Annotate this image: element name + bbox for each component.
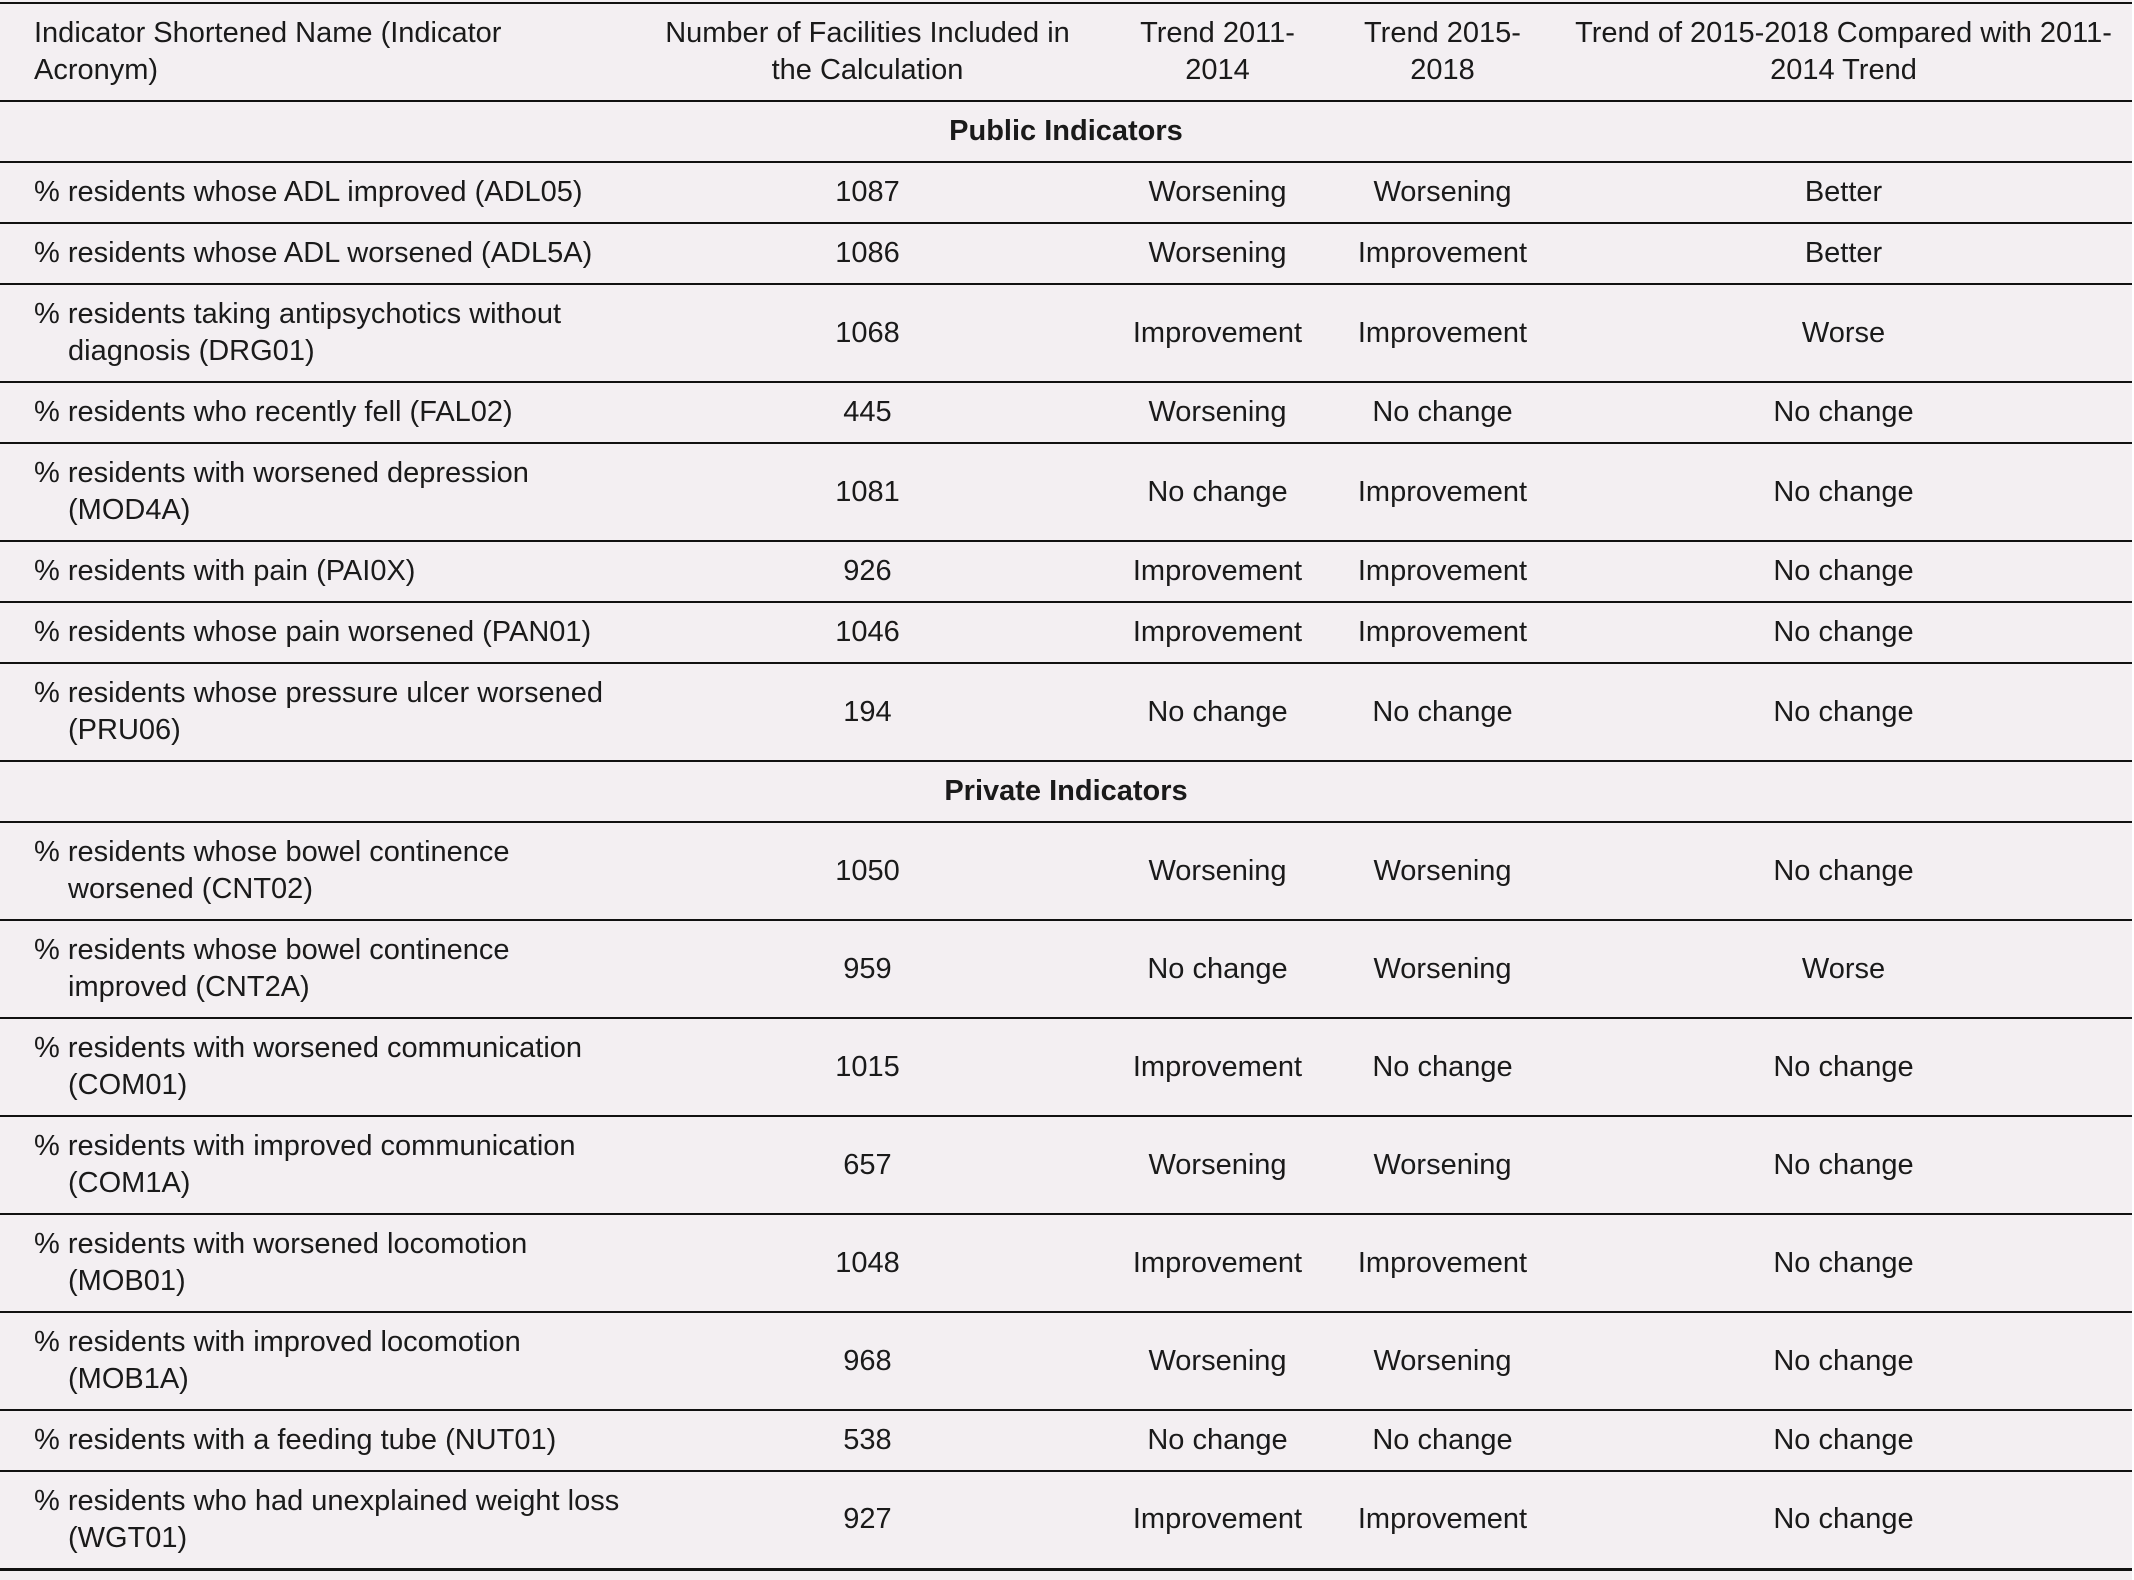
indicator-name-text: % residents with improved communication (COM1A) <box>34 1130 576 1199</box>
table-row <box>0 1018 2132 1116</box>
trend-2011-2014-cell: Worsening <box>1105 1116 1330 1214</box>
table-row <box>0 162 2132 223</box>
table-row <box>0 602 2132 663</box>
indicator-name-cell <box>0 284 630 382</box>
trend-2011-2014-cell: Improvement <box>1105 1471 1330 1569</box>
facility-count-cell: 1050 <box>630 822 1105 920</box>
trend-2011-2014-cell: Worsening <box>1105 822 1330 920</box>
trend-comparison-cell: No change <box>1555 663 2132 761</box>
indicator-name-cell <box>0 162 630 223</box>
trend-2011-2014-cell: No change <box>1105 920 1330 1018</box>
trend-2011-2014-cell: Improvement <box>1105 602 1330 663</box>
trend-comparison-cell: No change <box>1555 1471 2132 1569</box>
trend-comparison-cell: No change <box>1555 443 2132 541</box>
trend-comparison-cell: No change <box>1555 1214 2132 1312</box>
header-trend-2015-2018: Trend 2015-2018 <box>1330 3 1555 101</box>
indicator-name-text: % residents whose bowel continence worsened (CNT02) <box>34 836 510 905</box>
table-row <box>0 223 2132 284</box>
section-title: Public Indicators <box>0 101 2132 162</box>
trend-2015-2018-cell: Improvement <box>1330 1214 1555 1312</box>
facility-count-cell: 927 <box>630 1471 1105 1569</box>
indicator-name-text: % residents taking antipsychotics without diagnosis (DRG01) <box>34 298 562 367</box>
trend-2015-2018-cell: Improvement <box>1330 541 1555 602</box>
trend-2011-2014-cell: Improvement <box>1105 541 1330 602</box>
trend-comparison-cell: No change <box>1555 822 2132 920</box>
trend-comparison-cell: No change <box>1555 541 2132 602</box>
indicator-name-cell <box>0 1018 630 1116</box>
header-indicator-name: Indicator Shortened Name (Indicator Acronym) <box>0 3 630 101</box>
table-row <box>0 1471 2132 1569</box>
trend-2015-2018-cell: No change <box>1330 1018 1555 1116</box>
indicator-name-cell <box>0 1312 630 1410</box>
facility-count-cell: 968 <box>630 1312 1105 1410</box>
trend-2015-2018-cell: Improvement <box>1330 602 1555 663</box>
indicator-name-text: % residents with pain (PAI0X) <box>34 555 416 587</box>
indicator-name-cell <box>0 602 630 663</box>
trend-2015-2018-cell: Improvement <box>1330 223 1555 284</box>
table-row <box>0 1214 2132 1312</box>
trend-2011-2014-cell: Worsening <box>1105 1312 1330 1410</box>
trend-comparison-cell: No change <box>1555 602 2132 663</box>
indicator-name-cell <box>0 1116 630 1214</box>
trend-comparison-cell: No change <box>1555 1018 2132 1116</box>
trend-2015-2018-cell: Worsening <box>1330 920 1555 1018</box>
trend-2011-2014-cell: Worsening <box>1105 162 1330 223</box>
indicator-name-text: % residents whose pressure ulcer worsened (PRU06) <box>34 677 603 746</box>
table-body <box>0 101 2132 1569</box>
trend-2015-2018-cell: No change <box>1330 663 1555 761</box>
table-row <box>0 1410 2132 1471</box>
facility-count-cell: 959 <box>630 920 1105 1018</box>
table-row <box>0 822 2132 920</box>
indicator-name-cell <box>0 1410 630 1471</box>
table-row <box>0 443 2132 541</box>
table-row <box>0 1312 2132 1410</box>
section-header-row <box>0 761 2132 822</box>
indicator-trend-table <box>0 2 2132 1571</box>
header-trend-2011-2014: Trend 2011-2014 <box>1105 3 1330 101</box>
indicator-name-cell <box>0 541 630 602</box>
trend-comparison-cell: No change <box>1555 1116 2132 1214</box>
trend-2011-2014-cell: No change <box>1105 663 1330 761</box>
section-header-row <box>0 101 2132 162</box>
trend-2015-2018-cell: Worsening <box>1330 1312 1555 1410</box>
indicator-name-cell <box>0 1471 630 1569</box>
facility-count-cell: 194 <box>630 663 1105 761</box>
header-facility-count: Number of Facilities Included in the Calculation <box>630 3 1105 101</box>
facility-count-cell: 1081 <box>630 443 1105 541</box>
trend-comparison-cell: Worse <box>1555 284 2132 382</box>
trend-2015-2018-cell: Improvement <box>1330 284 1555 382</box>
facility-count-cell: 538 <box>630 1410 1105 1471</box>
trend-2015-2018-cell: Improvement <box>1330 443 1555 541</box>
section-title: Private Indicators <box>0 761 2132 822</box>
trend-2015-2018-cell: Worsening <box>1330 162 1555 223</box>
trend-2011-2014-cell: Improvement <box>1105 1018 1330 1116</box>
trend-comparison-cell: Worse <box>1555 920 2132 1018</box>
facility-count-cell: 657 <box>630 1116 1105 1214</box>
trend-comparison-cell: No change <box>1555 382 2132 443</box>
trend-comparison-cell: Better <box>1555 223 2132 284</box>
indicator-name-text: % residents whose ADL improved (ADL05) <box>34 176 583 208</box>
indicator-name-cell <box>0 1214 630 1312</box>
facility-count-cell: 1086 <box>630 223 1105 284</box>
trend-2015-2018-cell: Worsening <box>1330 1116 1555 1214</box>
indicator-name-cell <box>0 663 630 761</box>
table-row <box>0 1116 2132 1214</box>
facility-count-cell: 1068 <box>630 284 1105 382</box>
trend-2011-2014-cell: Worsening <box>1105 223 1330 284</box>
facility-count-cell: 1015 <box>630 1018 1105 1116</box>
trend-2011-2014-cell: No change <box>1105 443 1330 541</box>
table-row <box>0 663 2132 761</box>
indicator-name-text: % residents whose bowel continence improved (CNT2A) <box>34 934 510 1003</box>
table-row <box>0 920 2132 1018</box>
facility-count-cell: 1048 <box>630 1214 1105 1312</box>
trend-2011-2014-cell: No change <box>1105 1410 1330 1471</box>
indicator-name-text: % residents who recently fell (FAL02) <box>34 396 513 428</box>
trend-comparison-cell: Better <box>1555 162 2132 223</box>
table-row <box>0 284 2132 382</box>
trend-2011-2014-cell: Improvement <box>1105 284 1330 382</box>
table-row <box>0 382 2132 443</box>
trend-comparison-cell: No change <box>1555 1312 2132 1410</box>
indicator-name-cell <box>0 443 630 541</box>
facility-count-cell: 1087 <box>630 162 1105 223</box>
trend-2011-2014-cell: Improvement <box>1105 1214 1330 1312</box>
indicator-name-text: % residents with worsened communication (COM01) <box>34 1032 583 1101</box>
trend-2015-2018-cell: No change <box>1330 1410 1555 1471</box>
table-row <box>0 541 2132 602</box>
indicator-name-cell <box>0 822 630 920</box>
indicator-name-text: % residents with worsened depression (MOD4A) <box>34 457 529 526</box>
indicator-name-cell <box>0 920 630 1018</box>
facility-count-cell: 1046 <box>630 602 1105 663</box>
trend-2015-2018-cell: Worsening <box>1330 822 1555 920</box>
indicator-name-text: % residents who had unexplained weight loss (WGT01) <box>34 1484 620 1554</box>
facility-count-cell: 445 <box>630 382 1105 443</box>
facility-count-cell: 926 <box>630 541 1105 602</box>
indicator-name-text: % residents with improved locomotion (MOB1A) <box>34 1326 521 1395</box>
trend-2015-2018-cell: No change <box>1330 382 1555 443</box>
indicator-name-text: % residents with worsened locomotion (MOB01) <box>34 1228 528 1297</box>
trend-2015-2018-cell: Improvement <box>1330 1471 1555 1569</box>
trend-2011-2014-cell: Worsening <box>1105 382 1330 443</box>
indicator-name-text: % residents whose pain worsened (PAN01) <box>34 616 592 648</box>
indicator-name-text: % residents whose ADL worsened (ADL5A) <box>34 237 593 269</box>
header-trend-comparison: Trend of 2015-2018 Compared with 2011-2014 Trend <box>1555 3 2132 101</box>
trend-comparison-cell: No change <box>1555 1410 2132 1471</box>
indicator-name-cell <box>0 382 630 443</box>
indicator-name-text: % residents with a feeding tube (NUT01) <box>34 1424 557 1456</box>
header-row <box>0 3 2132 101</box>
indicator-name-cell <box>0 223 630 284</box>
